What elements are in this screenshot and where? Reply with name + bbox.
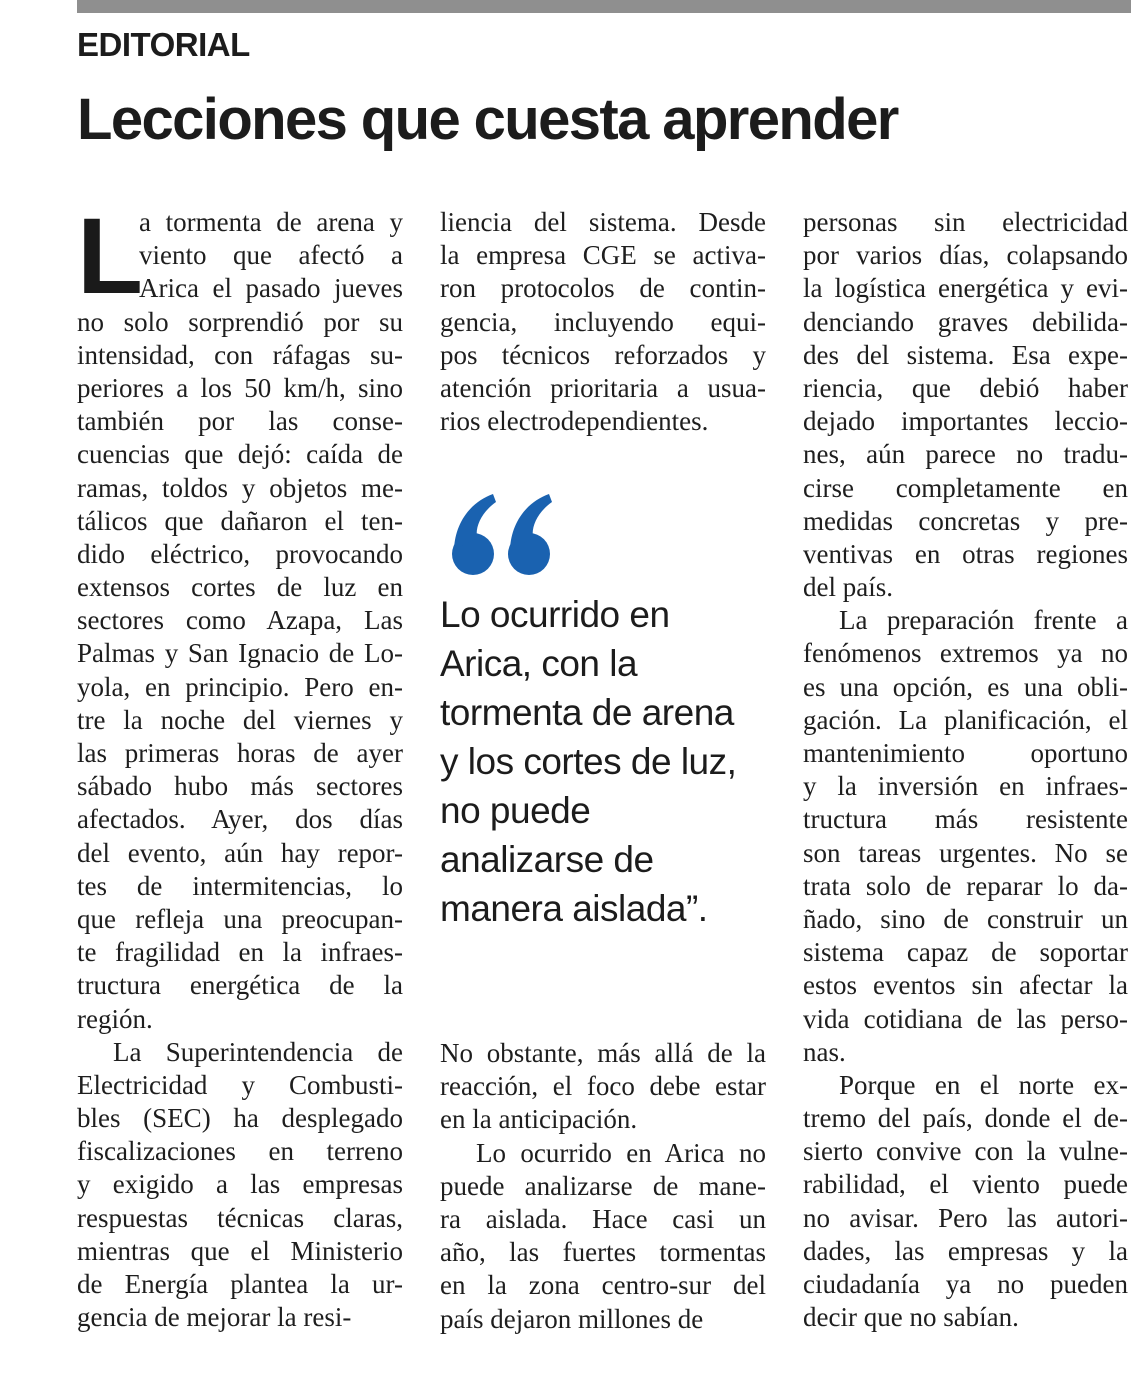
text-line: trata solo de reparar lo da- bbox=[803, 870, 1128, 901]
text-line: ciudadanía ya no pueden bbox=[803, 1269, 1128, 1299]
text-line: des del sistema. Esa expe- bbox=[803, 339, 1128, 370]
text-line: tálicos que dañaron el ten- bbox=[77, 505, 403, 536]
text-line: tremo del país, donde el de- bbox=[803, 1103, 1128, 1134]
text-line: intensidad, con ráfagas su- bbox=[77, 339, 403, 370]
article-column-2-top bbox=[440, 206, 766, 438]
text-line: respuestas técnicas claras, bbox=[77, 1202, 403, 1233]
text-line: riencia, que debió haber bbox=[803, 372, 1128, 403]
text-line: Electricidad y Combusti- bbox=[77, 1069, 403, 1100]
top-rule bbox=[77, 0, 1131, 13]
text-line: periores a los 50 km/h, sino bbox=[77, 372, 403, 403]
text-line: región. bbox=[77, 1003, 153, 1034]
text-line: tructura energética de la bbox=[77, 970, 403, 1001]
text-line: las primeras horas de ayer bbox=[77, 738, 403, 768]
text-line: de Energía plantea la ur- bbox=[77, 1269, 403, 1299]
text-line: rios electrodependientes. bbox=[440, 406, 709, 437]
text-line: la empresa CGE se activa- bbox=[440, 240, 766, 271]
text-line: vida cotidiana de las perso- bbox=[803, 1003, 1128, 1034]
text-line: ramas, toldos y objetos me- bbox=[77, 472, 403, 503]
text-line: gencia de mejorar la resi- bbox=[77, 1302, 352, 1333]
text-line: liencia del sistema. Desde bbox=[440, 207, 766, 237]
article-column-2-bottom bbox=[440, 1037, 766, 1336]
text-line: ron protocolos de contin- bbox=[440, 273, 766, 304]
text-line: pos técnicos reforzados y bbox=[440, 339, 766, 370]
text-line: viento que afectó a bbox=[139, 240, 403, 271]
text-line: del país. bbox=[803, 572, 893, 603]
text-line: nas. bbox=[803, 1036, 846, 1067]
text-line: tre la noche del viernes y bbox=[77, 704, 403, 735]
quote-mark-icon bbox=[449, 490, 559, 580]
text-line: año, las fuertes tormentas bbox=[440, 1237, 766, 1268]
text-line: es una opción, es una obli- bbox=[803, 671, 1128, 702]
text-line: Lo ocurrido en Arica no bbox=[476, 1137, 766, 1168]
text-line: la logística energética y evi- bbox=[803, 273, 1128, 304]
text-line: ñado, sino de construir un bbox=[803, 903, 1128, 934]
section-label: EDITORIAL bbox=[77, 26, 250, 63]
text-line: decir que no sabían. bbox=[803, 1302, 1019, 1333]
pull-quote-line: Arica, con la bbox=[440, 643, 638, 684]
text-line: mientras que el Ministerio bbox=[77, 1235, 403, 1266]
text-line: a tormenta de arena y bbox=[139, 207, 403, 237]
text-line: bles (SEC) ha desplegado bbox=[77, 1103, 403, 1134]
text-line: medidas concretas y pre- bbox=[803, 505, 1128, 536]
text-line: sierto convive con la vulne- bbox=[803, 1136, 1128, 1167]
text-line: personas sin electricidad bbox=[803, 207, 1128, 237]
text-line: No obstante, más allá de la bbox=[440, 1038, 766, 1068]
text-line: y la inversión en infraes- bbox=[803, 771, 1128, 802]
article-column-1 bbox=[77, 195, 403, 1334]
text-line: tructura más resistente bbox=[803, 804, 1128, 835]
text-line: sábado hubo más sectores bbox=[77, 771, 403, 802]
text-line: dades, las empresas y la bbox=[803, 1235, 1128, 1266]
text-line: dido eléctrico, provocando bbox=[77, 538, 403, 569]
text-line: cuencias que dejó: caída de bbox=[77, 439, 403, 470]
drop-cap: L bbox=[77, 195, 143, 316]
text-line: mantenimiento oportuno bbox=[803, 738, 1128, 768]
text-line: rabilidad, el viento puede bbox=[803, 1169, 1128, 1200]
text-line: sectores como Azapa, Las bbox=[77, 605, 403, 636]
text-line: cirse completamente en bbox=[803, 472, 1128, 503]
text-line: gencia, incluyendo equi- bbox=[440, 306, 766, 337]
text-line: La preparación frente a bbox=[839, 605, 1128, 636]
text-line: sistema capaz de soportar bbox=[803, 937, 1128, 968]
text-line: fiscalizaciones en terreno bbox=[77, 1136, 403, 1167]
text-line: te fragilidad en la infraes- bbox=[77, 937, 403, 968]
pull-quote-line: y los cortes de luz, bbox=[440, 741, 737, 782]
text-line: reacción, el foco debe estar bbox=[440, 1071, 766, 1102]
text-line: también por las conse- bbox=[77, 406, 403, 437]
text-line: en la anticipación. bbox=[440, 1104, 638, 1135]
text-line: yola, en principio. Pero en- bbox=[77, 671, 403, 702]
pull-quote-line: no puede bbox=[440, 790, 591, 831]
text-line: afectados. Ayer, dos días bbox=[77, 804, 403, 835]
text-line: son tareas urgentes. No se bbox=[803, 837, 1128, 868]
text-line: ra aislada. Hace casi un bbox=[440, 1203, 766, 1234]
text-line: atención prioritaria a usua- bbox=[440, 372, 766, 403]
article-column-3 bbox=[803, 206, 1128, 1334]
pull-quote-line: Lo ocurrido en bbox=[440, 594, 670, 635]
text-line: puede analizarse de mane- bbox=[440, 1170, 766, 1201]
text-line: gación. La planificación, el bbox=[803, 704, 1128, 735]
pull-quote-line: manera aislada”. bbox=[440, 888, 708, 929]
text-line: tes de intermitencias, lo bbox=[77, 870, 403, 901]
text-line: y exigido a las empresas bbox=[77, 1169, 403, 1200]
text-line: no avisar. Pero las autori- bbox=[803, 1202, 1128, 1233]
text-line: país dejaron millones de bbox=[440, 1303, 704, 1334]
pull-quote bbox=[440, 590, 770, 933]
text-line: Arica el pasado jueves bbox=[139, 273, 403, 304]
text-line: La Superintendencia de bbox=[113, 1036, 403, 1067]
text-line: del evento, aún hay repor- bbox=[77, 837, 403, 868]
text-line: dejado importantes leccio- bbox=[803, 406, 1128, 437]
pull-quote-line: analizarse de bbox=[440, 839, 654, 880]
text-line: en la zona centro-sur del bbox=[440, 1270, 766, 1301]
pull-quote-line: tormenta de arena bbox=[440, 692, 734, 733]
text-line: no solo sorprendió por su bbox=[77, 306, 403, 337]
text-line: nes, aún parece no tradu- bbox=[803, 439, 1128, 470]
text-line: estos eventos sin afectar la bbox=[803, 970, 1128, 1001]
headline: Lecciones que cuesta aprender bbox=[77, 87, 898, 152]
text-line: fenómenos extremos ya no bbox=[803, 638, 1128, 669]
text-line: ventivas en otras regiones bbox=[803, 538, 1128, 569]
text-line: Porque en el norte ex- bbox=[839, 1069, 1128, 1100]
text-line: extensos cortes de luz en bbox=[77, 572, 403, 603]
text-line: por varios días, colapsando bbox=[803, 240, 1128, 271]
text-line: Palmas y San Ignacio de Lo- bbox=[77, 638, 403, 669]
text-line: que refleja una preocupan- bbox=[77, 903, 403, 934]
text-line: denciando graves debilida- bbox=[803, 306, 1128, 337]
